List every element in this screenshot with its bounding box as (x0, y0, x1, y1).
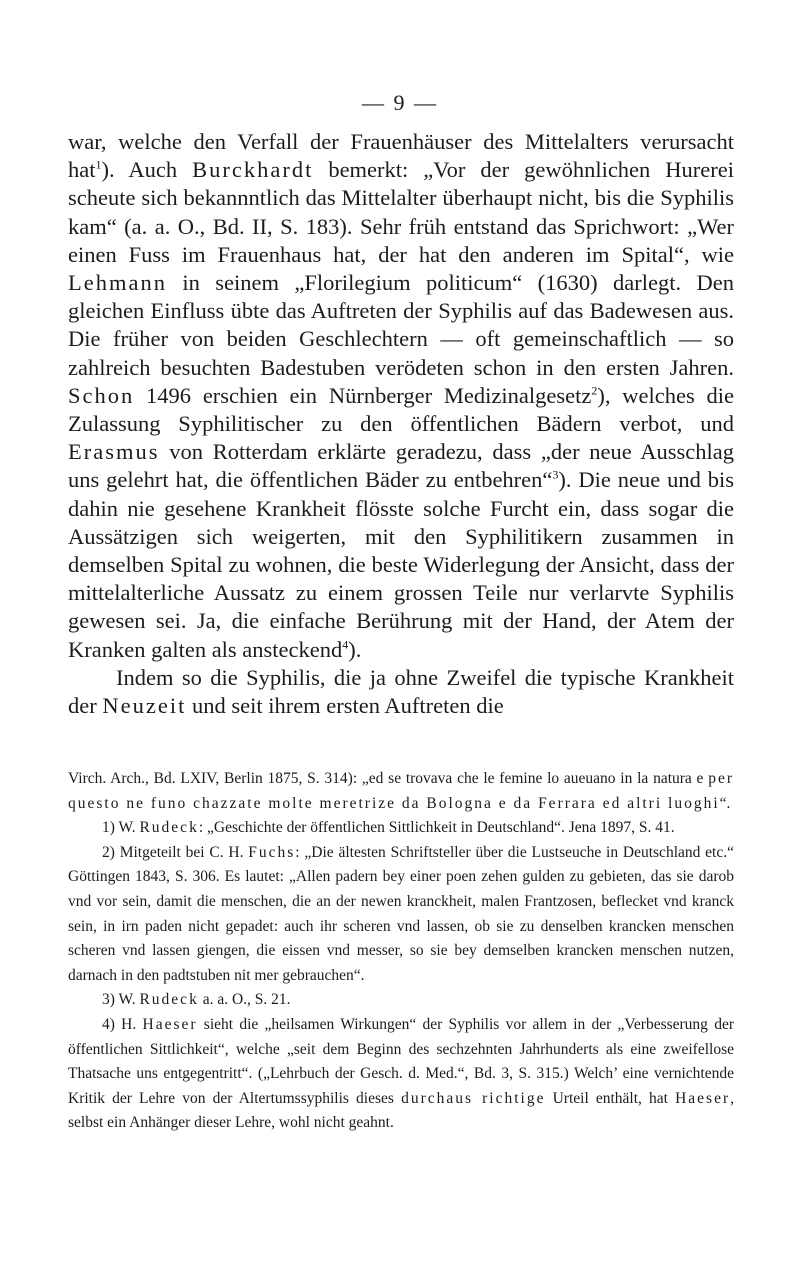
footnote-ref: 3 (552, 467, 559, 482)
text-segment: 1496 erschien ein Nürnberger Medizinalgesetz (134, 382, 592, 408)
emphasis: Neuzeit (102, 693, 187, 719)
text-segment: Virch. Arch., Bd. LXIV, Berlin 1875, S. 314): „ed se trovava che le femine lo aueuano in la natura e (68, 770, 709, 787)
text-segment: von Rotterdam erklärte geradezu, dass „der neue Ausschlag uns gelehrt hat, die öffentlichen Bäder zu entbehren“ (68, 439, 734, 493)
author-name: Fuchs (248, 843, 296, 861)
paragraph (68, 128, 734, 664)
page-number: — 9 — (362, 90, 438, 115)
footnote-2 (68, 841, 734, 989)
text-segment: ). Auch (101, 157, 193, 183)
author-name: Haeser (142, 1015, 198, 1033)
footnote-number: 1) W. (102, 819, 140, 837)
footnote-number: 3) W. (102, 991, 140, 1009)
author-name: Erasmus (68, 439, 160, 465)
footnote-ref: 1 (95, 157, 102, 172)
author-name: Haeser (675, 1089, 731, 1107)
footnote-4 (68, 1013, 734, 1136)
text-segment: war, welche den Verfall der Frauenhäuser des Mittelalters verursacht hat (68, 129, 734, 183)
main-text (68, 128, 734, 720)
footnote-1 (68, 816, 734, 841)
paragraph (68, 664, 734, 720)
text-segment: und seit ihrem ersten Auftreten die (186, 693, 504, 719)
author-name: Burckhardt (192, 157, 314, 183)
text-segment: in seinem „Florilegium politicum“ (1630) darlegt. Den gleichen Einfluss übte das Auftreten der Syphilis auf das Badewesen aus. Die früher von beiden Geschlechtern — oft gemeinschaftlich — so zahlreich besuchten Badestuben verödeten schon in den ersten Jahren. (68, 270, 734, 380)
text-segment: sieht die „heilsamen Wirkungen“ der Syphilis vor allem in der „Verbesserung der öffentlichen Sittlichkeit“, welche „seit dem Beginn des sechzehnten Jahrhunderts als eine zweifellose Thatsache uns entgegentritt“. („Lehrbuch der Gesch. d. Med.“, Bd. 3, S. 315.) Welch’ eine vernichtende Kritik der Lehre von der Altertumssyphilis dieses (68, 1015, 734, 1107)
emphasis: Schon (68, 382, 135, 408)
footnote-number: 4) H. (102, 1015, 143, 1033)
text-segment: “. (719, 794, 731, 812)
footnote-number: 2) Mitgeteilt bei C. H. (102, 843, 249, 861)
text-segment: a. a. O., S. 21. (198, 991, 291, 1009)
text-segment: , selbst ein Anhänger dieser Lehre, wohl nicht geahnt. (68, 1089, 734, 1132)
text-segment: ). (348, 636, 362, 662)
author-name: Rudeck (139, 991, 199, 1009)
footnote-3 (68, 988, 734, 1013)
text-segment: Urteil enthält, hat (545, 1089, 676, 1107)
emphasis: per questo ne funo chazzate molte meretrize da Bologna e da Ferrara ed altri luoghi (68, 770, 734, 812)
footnote-ref: 2 (591, 383, 598, 398)
footnote-ref: 4 (342, 637, 349, 652)
emphasis: durchaus richtige (401, 1089, 546, 1107)
footnotes (68, 767, 734, 1136)
text-segment: ). Die neue und bis dahin nie gesehene Krankheit flösste solche Furcht ein, dass sogar die Aussätzigen sich weigerten, mit den Syphilitikern zusammen in demselben Spital zu wohnen, die beste Widerlegung der Ansicht, dass der mittelalterliche Aussatz zu einem grossen Teile nur verlarvte Syphilis gewesen sei. Ja, die einfache Berührung mit der Hand, der Atem der Kranken galten als ansteckend (68, 467, 734, 662)
text-segment: : „Geschichte der öffentlichen Sittlichkeit in Deutschland“. Jena 1897, S. 41. (198, 819, 675, 837)
author-name: Rudeck (139, 819, 199, 837)
text-segment: bemerkt: „Vor der gewöhnlichen Hurerei scheute sich bekannntlich das Mittelalter überhaupt nicht, bis die Syphilis kam“ (a. a. O., Bd. II, S. 183). Sehr früh entstand das Sprichwort: „Wer einen Fuss im Frauenhaus hat, der hat den anderen im Spital“, wie (68, 157, 734, 267)
text-segment: Indem so die Syphilis, die ja ohne Zweifel die typische Krankheit der (68, 664, 734, 719)
footnote-continuation (68, 767, 734, 816)
text-segment: ), welches die Zulassung Syphilitischer zu den öffentlichen Bädern verbot, und (68, 382, 734, 437)
text-segment: : „Die ältesten Schriftsteller über die Lustseuche in Deutschland etc.“ Göttingen 1843, S. 306. Es lautet: „Allen padern bey einer poen zehen gulden zu gebieten, das sie darob vnd vor sein, damit die menschen, die an der newen kranckheit, malen Frantzosen, beflecket vnd kranck sein, in irn paden nicht gepadet: auch ihr scheren vnd lassen, ob sie zu denselben krancken menschen scheren vnd lassen giengen, die eissen vnd messer, so sie bey demselben krancken menschen nutzen, darnach in den padtstuben nit mer gebrauchen“. (68, 843, 734, 984)
author-name: Lehmann (68, 270, 167, 296)
